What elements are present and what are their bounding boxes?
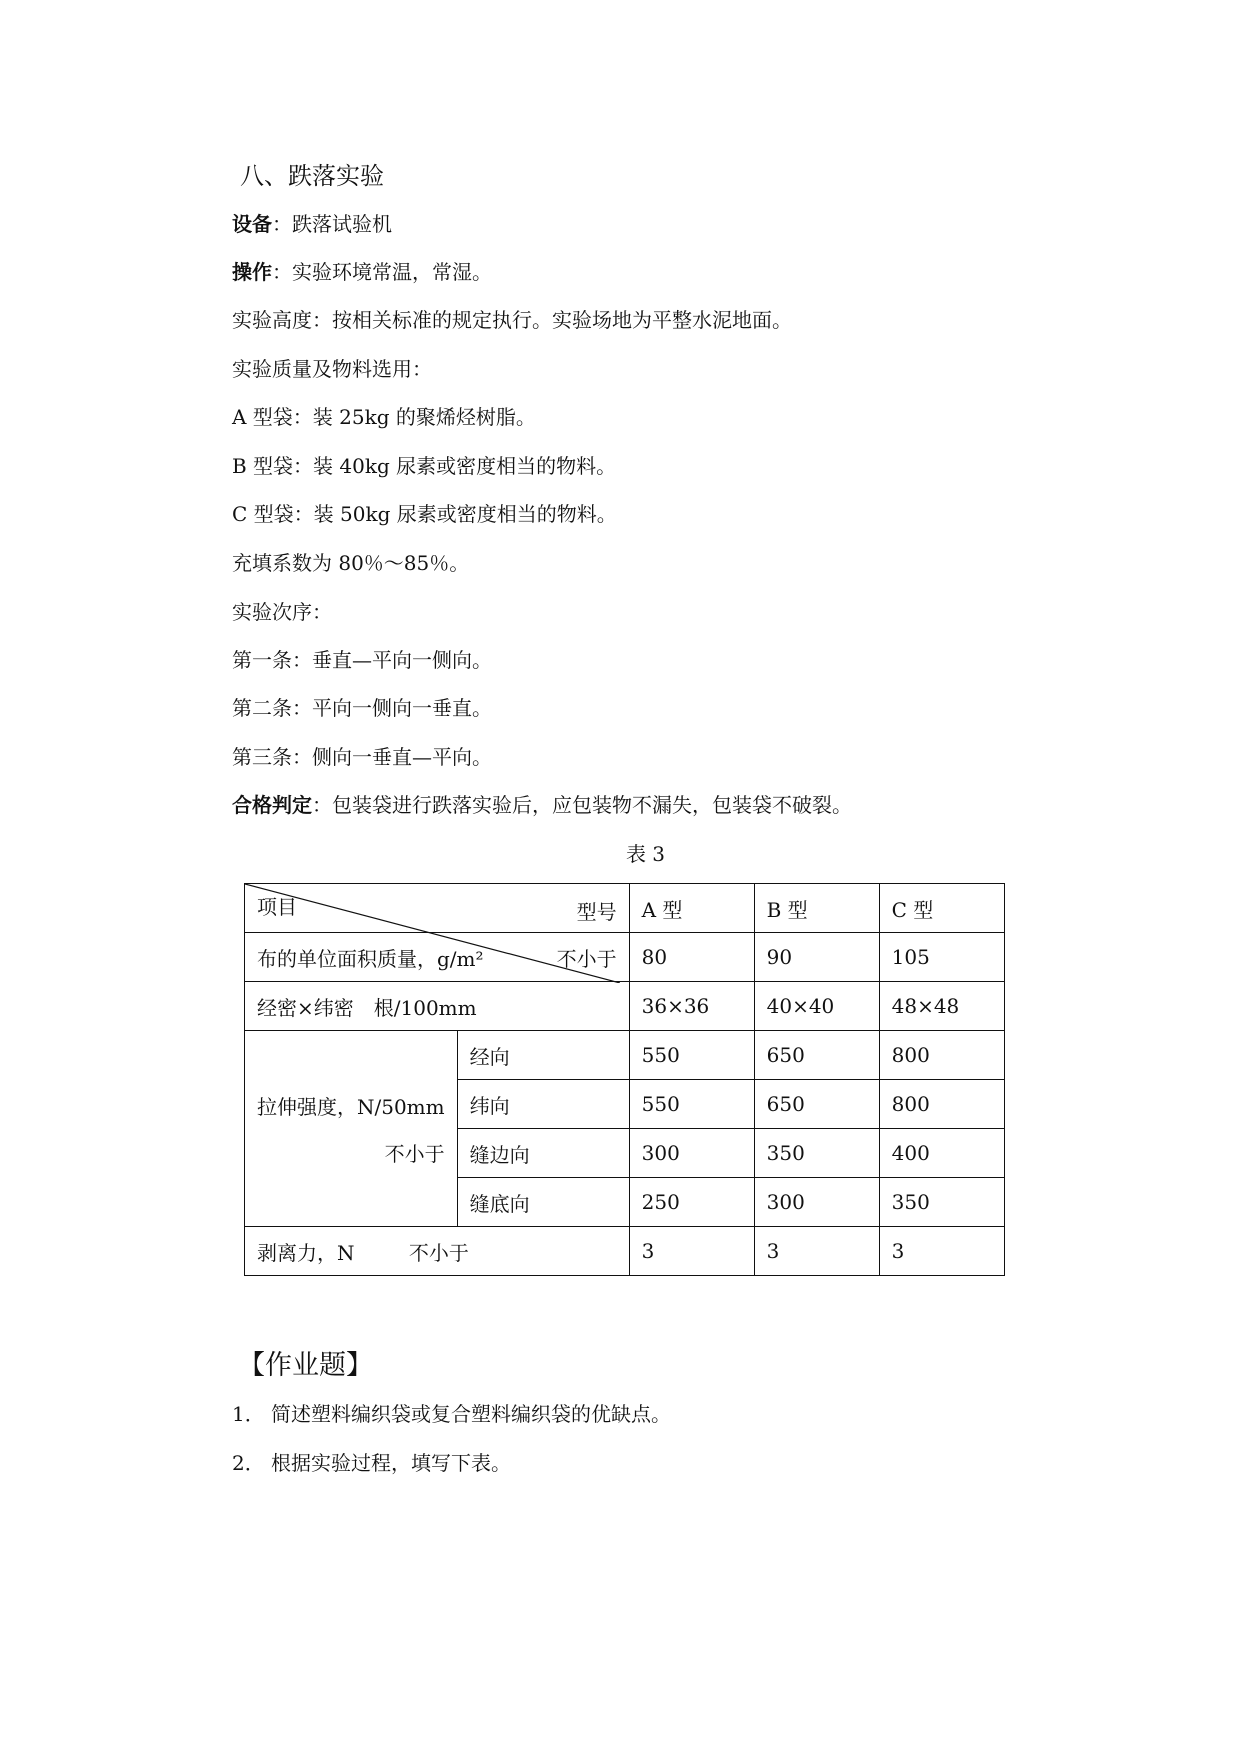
cell-c: 800	[879, 1031, 1004, 1080]
cell-c: 105	[879, 933, 1004, 982]
bag-b-line: B 型袋：装 40kg 尿素或密度相当的物料。	[232, 454, 617, 478]
question-text: 简述塑料编织袋或复合塑料编织袋的优缺点。	[271, 1402, 671, 1426]
header-a: A 型	[629, 884, 754, 933]
cell-b: 650	[754, 1031, 879, 1080]
header-b: B 型	[754, 884, 879, 933]
cell-a: 300	[629, 1129, 754, 1178]
cell-b: 350	[754, 1129, 879, 1178]
sub-label: 缝边向	[457, 1129, 629, 1178]
question-number: 1．	[232, 1402, 265, 1426]
sub-label: 经向	[457, 1031, 629, 1080]
row-label: 经密×纬密 根/100mm	[245, 982, 630, 1031]
cell-a: 550	[629, 1031, 754, 1080]
equipment-text: ：跌落试验机	[272, 212, 392, 236]
corner-top-label: 型号	[576, 900, 617, 924]
cell-a: 80	[629, 933, 754, 982]
cell-c: 800	[879, 1080, 1004, 1129]
cell-c: 48×48	[879, 982, 1004, 1031]
cell-a: 36×36	[629, 982, 754, 1031]
cell-b: 300	[754, 1178, 879, 1227]
equipment-label: 设备	[232, 212, 272, 236]
question-text: 根据实验过程，填写下表。	[271, 1451, 511, 1475]
operation-label: 操作	[232, 260, 272, 284]
sub-label: 缝底向	[457, 1178, 629, 1227]
corner-cell	[245, 884, 630, 933]
cell-a: 250	[629, 1178, 754, 1227]
header-c: C 型	[879, 884, 1004, 933]
cell-b: 40×40	[754, 982, 879, 1031]
homework-title: 【作业题】	[238, 1350, 373, 1381]
cell-c: 400	[879, 1129, 1004, 1178]
judgement-text: ：包装袋进行跌落实验后，应包装物不漏失，包装袋不破裂。	[312, 793, 852, 817]
row-label-cell	[245, 1227, 630, 1276]
height-line: 实验高度：按相关标准的规定执行。实验场地为平整水泥地面。	[232, 308, 792, 332]
order-2-line: 第二条：平向一侧向一垂直。	[232, 696, 492, 720]
section-title: 八、跌落实验	[240, 162, 384, 190]
fill-line: 充填系数为 80％～85％。	[232, 551, 470, 575]
cell-a: 3	[629, 1227, 754, 1276]
mass-intro-line: 实验质量及物料选用：	[232, 357, 432, 381]
bag-a-line: A 型袋：装 25kg 的聚烯烃树脂。	[232, 405, 536, 429]
judgement-label: 合格判定	[232, 793, 312, 817]
cell-b: 3	[754, 1227, 879, 1276]
table-row	[245, 1227, 1005, 1276]
row-note: 不小于	[408, 1240, 469, 1265]
table-row	[245, 1031, 1005, 1080]
order-intro-line: 实验次序：	[232, 600, 332, 624]
tensile-label-cell	[245, 1031, 458, 1227]
cell-b: 650	[754, 1080, 879, 1129]
sub-label: 纬向	[457, 1080, 629, 1129]
operation-line	[232, 258, 492, 286]
row-label: 布的单位面积质量，g/m²	[257, 946, 484, 971]
homework-question-2	[232, 1449, 511, 1477]
judgement-line	[232, 791, 852, 819]
order-3-line: 第三条：侧向一垂直—平向。	[232, 745, 492, 769]
corner-bottom-label: 项目	[257, 895, 297, 919]
cell-a: 550	[629, 1080, 754, 1129]
cell-b: 90	[754, 933, 879, 982]
homework-question-1	[232, 1400, 671, 1428]
row-label: 剥离力，N	[257, 1240, 355, 1265]
table-caption: 表 3	[625, 842, 666, 866]
tensile-label: 拉伸强度，N/50mm	[257, 1094, 445, 1119]
question-number: 2．	[232, 1451, 265, 1475]
cell-c: 350	[879, 1178, 1004, 1227]
equipment-line	[232, 210, 392, 238]
operation-text: ：实验环境常温，常湿。	[272, 260, 492, 284]
table-header-row	[245, 884, 1005, 933]
bag-c-line: C 型袋：装 50kg 尿素或密度相当的物料。	[232, 502, 617, 526]
spec-table	[244, 883, 1005, 1276]
order-1-line: 第一条：垂直—平向一侧向。	[232, 648, 492, 672]
diagonal-line	[245, 884, 620, 983]
tensile-note: 不小于	[384, 1141, 445, 1166]
row-note: 不小于	[556, 946, 617, 971]
table-row	[245, 982, 1005, 1031]
cell-c: 3	[879, 1227, 1004, 1276]
